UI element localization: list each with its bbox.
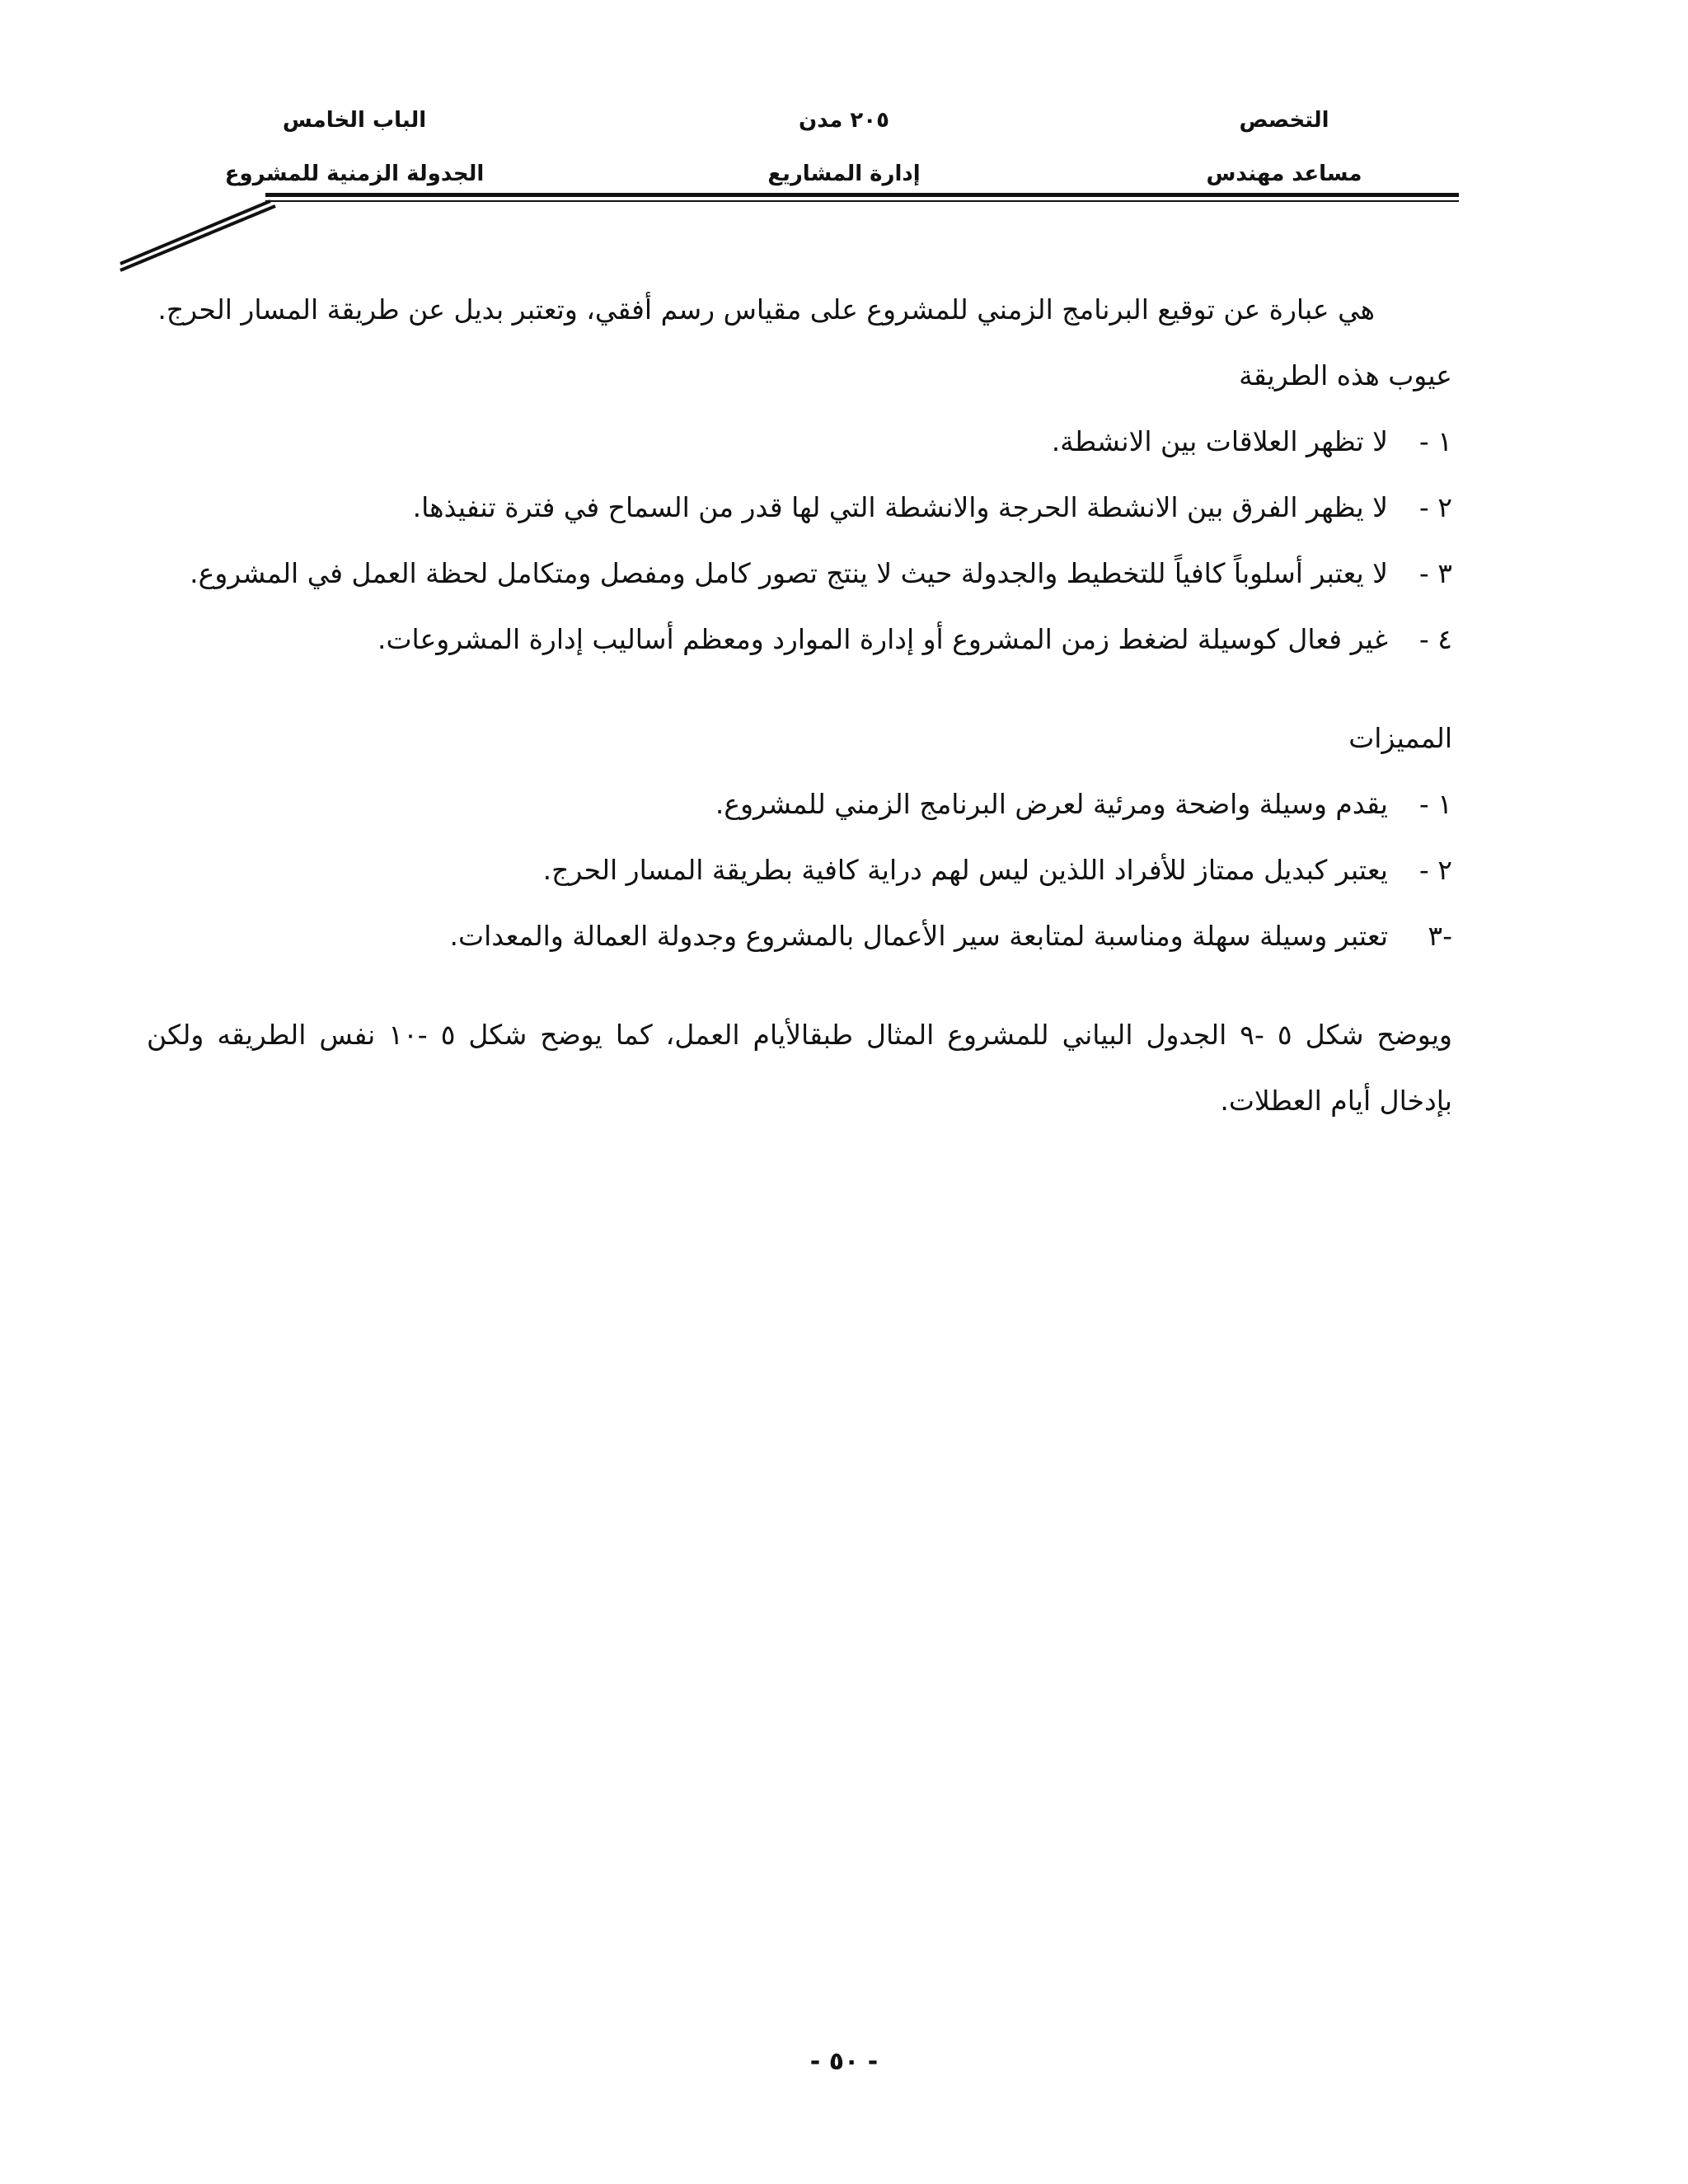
intro-paragraph: هي عبارة عن توقيع البرنامج الزمني للمشروع على مقياس رسم أفقي، وتعتبر بديل عن طريقة المسار الحرج. [157, 293, 1375, 326]
list-item-text: يقدم وسيلة واضحة ومرئية لعرض البرنامج الزمني للمشروع. [715, 788, 1388, 820]
header-rule-thick [265, 193, 1459, 197]
specialty-label: التخصص [1239, 108, 1329, 133]
list-item-number: -٣ [1428, 920, 1452, 952]
list-item-number: ٣ - [1418, 557, 1452, 589]
disadvantages-heading: عيوب هذه الطريقة [1239, 359, 1452, 391]
list-item-number: ٢ - [1418, 491, 1452, 523]
list-item-number: ٤ - [1418, 623, 1452, 655]
list-item-number: ١ - [1418, 788, 1452, 820]
specialty-value: مساعد مهندس [1206, 162, 1362, 186]
list-item [147, 903, 1452, 969]
list-item-text: غير فعال كوسيلة لضغط زمن المشروع أو إدارة الموارد ومعظم أساليب إدارة المشروعات. [377, 623, 1388, 655]
list-item [147, 607, 1452, 673]
course-name: إدارة المشاريع [767, 162, 921, 186]
header-slash-decoration [115, 199, 280, 274]
advantages-list [147, 771, 1452, 969]
list-item-number: ١ - [1418, 425, 1452, 457]
chapter-title: الجدولة الزمنية للمشروع [224, 162, 485, 186]
section-spacer [147, 969, 1452, 1002]
list-item-text: لا يظهر الفرق بين الانشطة الحرجة والانشطة التي لها قدر من السماح في فترة تنفيذها. [412, 491, 1388, 523]
course-code: ٢٠٥ مدن [799, 108, 889, 133]
advantages-heading: المميزات [1348, 722, 1452, 754]
list-item-text: تعتبر وسيلة سهلة ومناسبة لمتابعة سير الأعمال بالمشروع وجدولة العمالة والمعدات. [449, 920, 1388, 952]
disadvantages-list [147, 409, 1452, 673]
list-item [147, 475, 1452, 541]
list-item [147, 771, 1452, 837]
list-item-text: يعتبر كبديل ممتاز للأفراد اللذين ليس لهم دراية كافية بطريقة المسار الحرج. [542, 854, 1388, 886]
page-body [147, 277, 1452, 1134]
section-spacer [147, 673, 1452, 705]
list-item-number: ٢ - [1418, 854, 1452, 886]
list-item-text: لا يعتبر أسلوباً كافياً للتخطيط والجدولة حيث لا ينتج تصور كامل ومفصل ومتكامل لحظة العمل في المشروع. [190, 557, 1388, 589]
page-number: - ٥٠ - [809, 2047, 879, 2076]
closing-paragraph: ويوضح شكل ٥ -٩ الجدول البياني للمشروع المثال طبقالأيام العمل، كما يوضح شكل ٥ -١٠ نفس الطريقه ولكن بإدخال أيام العطلات. [147, 1019, 1452, 1117]
list-item [147, 541, 1452, 607]
list-item [147, 837, 1452, 903]
chapter-label: الباب الخامس [282, 108, 427, 133]
header-rule-thin [265, 200, 1459, 202]
list-item-text: لا تظهر العلاقات بين الانشطة. [1051, 425, 1388, 457]
list-item [147, 409, 1452, 475]
